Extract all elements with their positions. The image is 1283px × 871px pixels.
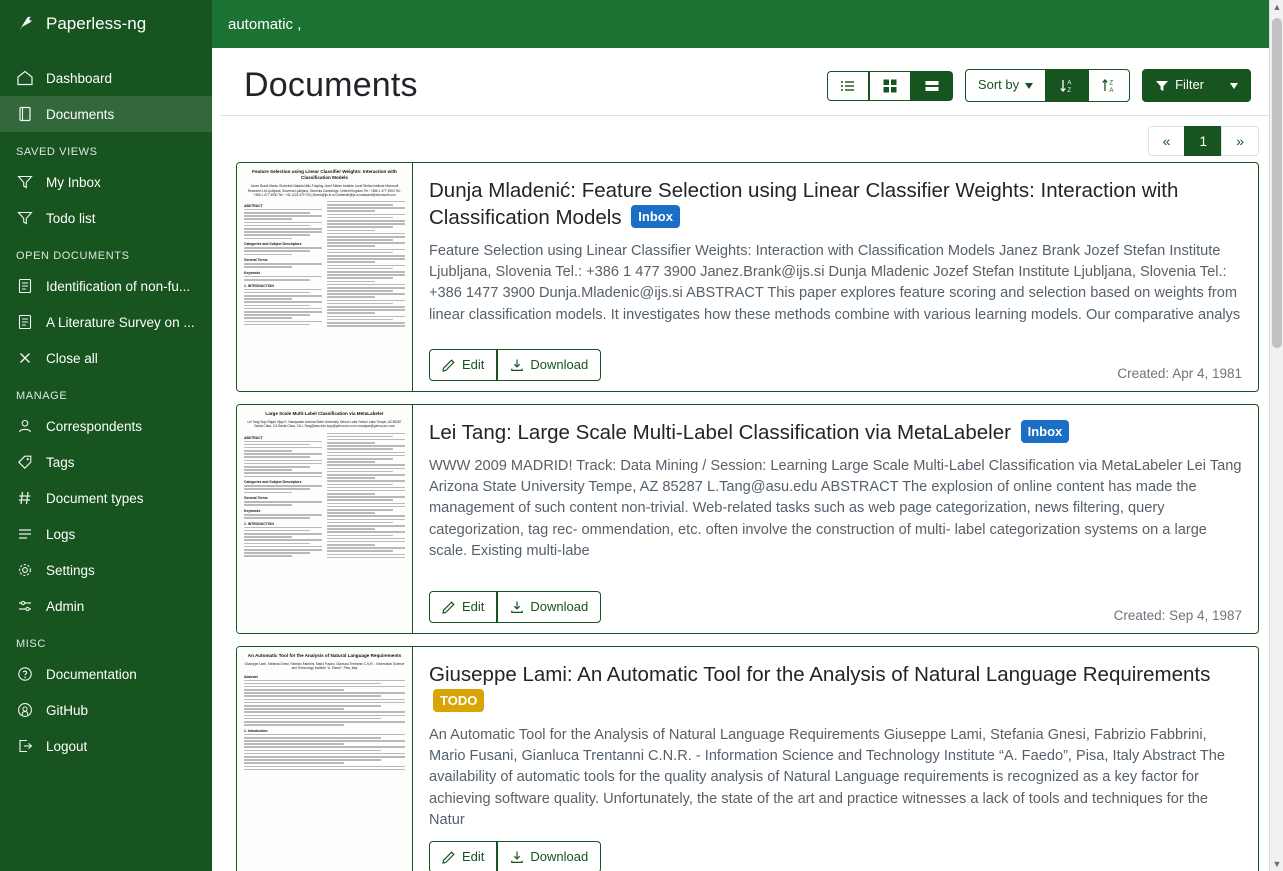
sidebar-item-logout[interactable]	[0, 728, 212, 764]
download-icon	[510, 600, 524, 614]
person-icon	[16, 417, 34, 435]
edit-button[interactable]	[429, 349, 497, 381]
pagination-next[interactable]: »	[1221, 126, 1259, 156]
grid-view-icon	[882, 78, 898, 94]
document-card[interactable]	[236, 404, 1259, 634]
pagination-prev[interactable]: «	[1148, 126, 1186, 156]
hash-icon	[16, 489, 34, 507]
scrollbar-thumb[interactable]	[1272, 18, 1282, 348]
sidebar-item-my-inbox[interactable]	[0, 164, 212, 200]
document-footer	[429, 339, 1242, 381]
svg-text:A: A	[1067, 80, 1072, 87]
view-mode-group	[827, 71, 953, 101]
sidebar-item-label: Documents	[46, 106, 115, 122]
sort-by-dropdown[interactable]	[965, 69, 1046, 101]
sidebar-nav	[0, 48, 212, 764]
thumbnail-section-label: ABSTRACT	[244, 435, 263, 440]
sidebar-item-label: Tags	[46, 454, 75, 470]
sidebar-item-label: Settings	[46, 562, 95, 578]
pagination	[1148, 126, 1259, 156]
download-label: Download	[530, 848, 589, 864]
sort-alpha-down-icon	[1059, 78, 1075, 94]
document-created-date: Created: Apr 4, 1981	[1117, 366, 1242, 381]
svg-text:Z: Z	[1067, 87, 1072, 94]
document-actions	[429, 841, 601, 871]
sidebar-item-open-document-2[interactable]	[0, 304, 212, 340]
document-footer	[429, 831, 1242, 871]
edit-label: Edit	[462, 598, 485, 614]
sidebar-item-close-all[interactable]	[0, 340, 212, 376]
sort-group	[965, 69, 1130, 101]
document-body	[413, 163, 1258, 391]
brand-label: Paperless-ng	[46, 14, 147, 33]
filter-button[interactable]	[1142, 69, 1217, 101]
list-icon	[16, 525, 34, 543]
sort-ascending-button[interactable]	[1046, 69, 1088, 101]
sidebar-item-label: My Inbox	[46, 174, 101, 190]
sidebar-item-document-types[interactable]	[0, 480, 212, 516]
document-card[interactable]	[236, 646, 1259, 871]
grid-view-button[interactable]	[869, 71, 911, 101]
tag-icon	[16, 453, 34, 471]
sidebar-item-label: Logs	[46, 526, 76, 542]
document-tag[interactable]: TODO	[433, 689, 484, 712]
scroll-down-arrow[interactable]: ▼	[1272, 859, 1282, 869]
sidebar-section-title: SAVED VIEWS	[16, 146, 98, 158]
top-search-bar[interactable]	[212, 0, 1283, 48]
sidebar-item-documents[interactable]	[0, 96, 212, 132]
dashboard-icon	[16, 69, 34, 87]
sidebar-item-admin[interactable]	[0, 588, 212, 624]
thumbnail-page	[237, 405, 412, 633]
sliders-icon	[16, 597, 34, 615]
pencil-icon	[442, 358, 456, 372]
download-label: Download	[530, 598, 589, 614]
sidebar-item-label: Todo list	[46, 210, 96, 226]
thumbnail-section-label: 1. INTRODUCTION	[244, 521, 274, 526]
thumbnail-authors: Lei Tang Suju Rajan Vijay K. Narayanan Arizona State University Yahoo! Labs Yahoo! Labs Tempe, AZ 85287 Santa Clara, CA Santa Clara, CA L.Tang@asu.edu suju@yahoo-inc.com vnarayan@yahoo-inc.com	[247, 420, 402, 429]
list-view-button[interactable]	[827, 71, 869, 101]
details-view-button[interactable]	[911, 71, 953, 101]
document-excerpt: WWW 2009 MADRID! Track: Data Mining / Session: Learning Large Scale Multi-Label Classification via MetaLabeler Lei Tang Arizona State University Tempe, AZ 85287 L.Tang@asu.edu ABSTRACT The explosion of online content has made the management of such content non-trivial. Web-related tasks such as web page categorization, news filtering, query categorization, tag rec- ommendation, etc. often involve the construction of multi- label categorization systems on a large scale. Existing multi-labe	[429, 458, 1242, 559]
download-button[interactable]	[497, 591, 601, 623]
document-thumbnail[interactable]	[237, 405, 413, 633]
scroll-up-arrow[interactable]: ▲	[1272, 2, 1282, 12]
funnel-icon	[16, 209, 34, 227]
edit-label: Edit	[462, 848, 485, 864]
file-text-icon	[16, 313, 34, 331]
sidebar-item-label: Correspondents	[46, 418, 143, 434]
sidebar-item-logs[interactable]	[0, 516, 212, 552]
details-view-icon	[924, 78, 940, 94]
thumbnail-section-label: General Terms	[244, 496, 268, 501]
paperless-logo-icon	[16, 14, 36, 34]
document-actions	[429, 349, 601, 381]
sort-alpha-up-icon	[1101, 78, 1117, 94]
sidebar-item-open-document-1[interactable]	[0, 268, 212, 304]
search-input[interactable]: automatic ,	[228, 15, 302, 33]
thumbnail-section-label: Keywords	[244, 508, 261, 513]
sidebar-item-dashboard[interactable]	[0, 60, 212, 96]
thumbnail-page	[237, 647, 412, 871]
thumbnail-title: An Automatic Tool for the Analysis of Natural Language Requirements	[247, 653, 402, 658]
sidebar-item-label: Close all	[46, 350, 98, 366]
sidebar-section-title: MANAGE	[16, 390, 68, 402]
sidebar-item-label: A Literature Survey on ...	[46, 314, 195, 330]
download-button[interactable]	[497, 841, 601, 871]
sidebar-item-github[interactable]	[0, 692, 212, 728]
documents-icon	[16, 105, 34, 123]
caret-down-icon	[1025, 83, 1033, 89]
document-card[interactable]	[236, 162, 1259, 392]
sidebar-item-label: Document types	[46, 490, 144, 506]
thumbnail-section-label: Abstract	[244, 674, 258, 679]
document-thumbnail[interactable]	[237, 163, 413, 391]
pencil-icon	[442, 600, 456, 614]
thumbnail-page	[237, 163, 412, 391]
svg-text:Z: Z	[1109, 80, 1114, 87]
thumbnail-section-label: General Terms	[244, 258, 268, 263]
download-icon	[510, 358, 524, 372]
question-circle-icon	[16, 665, 34, 683]
download-button[interactable]	[497, 349, 601, 381]
main-area	[212, 0, 1283, 871]
document-thumbnail[interactable]	[237, 647, 413, 871]
sort-by-label: Sort by	[977, 77, 1020, 93]
download-icon	[510, 850, 524, 864]
sidebar-item-settings[interactable]	[0, 552, 212, 588]
document-body	[413, 647, 1258, 871]
sidebar-section-title: OPEN DOCUMENTS	[16, 250, 130, 262]
document-created-date: Created: Sep 4, 1987	[1113, 608, 1242, 623]
document-title-text: Giuseppe Lami: An Automatic Tool for the Analysis of Natural Language Requirements	[429, 663, 1211, 686]
edit-label: Edit	[462, 356, 485, 372]
thumbnail-section-label: Keywords	[244, 270, 261, 275]
thumbnail-section-label: 1. INTRODUCTION	[244, 283, 274, 288]
page-header	[220, 48, 1275, 116]
window-scrollbar[interactable]	[1269, 0, 1283, 871]
sidebar-item-documentation[interactable]	[0, 656, 212, 692]
sidebar-item-label: Admin	[46, 598, 85, 614]
sidebar-item-correspondents[interactable]	[0, 408, 212, 444]
page-toolbar	[827, 69, 1251, 101]
sort-descending-button[interactable]	[1088, 69, 1130, 101]
document-tag[interactable]: Inbox	[1021, 420, 1070, 443]
document-excerpt: Feature Selection using Linear Classifier Weights: Interaction with Classification Models Janez Brank Jozef Stefan Institute Ljubljana, Slovenia Tel.: +386 1 477 3900 Janez.Brank@ijs.si Dunja Mladenic Jozef Stefan Institute Ljubljana, Slovenia Tel.: +386 1477 3900 Dunja.Mladenic@ijs.si ABSTRACT This paper explores feature scoring and selection based on weights from linear classification models. It investigates how these methods combine with various learning models. Our comparative analys	[429, 243, 1241, 323]
edit-button[interactable]	[429, 841, 497, 871]
svg-text:A: A	[1109, 87, 1114, 94]
brand[interactable]	[0, 0, 212, 48]
file-text-icon	[16, 277, 34, 295]
gear-icon	[16, 561, 34, 579]
funnel-icon	[16, 173, 34, 191]
filter-group	[1142, 69, 1251, 101]
thumbnail-section-label: 1. Introduction	[244, 728, 268, 733]
thumbnail-title: Feature Selection using Linear Classifier Weights: Interaction with Classification Models	[252, 169, 397, 181]
sidebar	[0, 0, 212, 871]
close-icon	[16, 349, 34, 367]
document-body	[413, 405, 1258, 633]
sidebar-section-title: MISC	[16, 638, 46, 650]
sidebar-item-label: Identification of non-fu...	[46, 278, 191, 294]
sidebar-item-label: Dashboard	[46, 70, 113, 86]
sidebar-item-label: GitHub	[46, 702, 89, 718]
document-footer	[429, 581, 1242, 623]
logout-icon	[16, 737, 34, 755]
pencil-icon	[442, 850, 456, 864]
filter-dropdown-toggle[interactable]	[1217, 69, 1251, 101]
document-title[interactable]	[429, 419, 1242, 446]
document-excerpt: An Automatic Tool for the Analysis of Natural Language Requirements Giuseppe Lami, Stefania Gnesi, Fabrizio Fabbrini, Mario Fusani, Gianluca Trentanni C.N.R. - Information Science and Technology Institute “A. Faedo”, Pisa, Italy Abstract The availability of automatic tools for the quality analysis of Natural Language requirements is recognized as a key factor for achieving software quality. Unfortunately, the state of the art and practice witnesses a lack of tools and techniques for the Natur	[429, 727, 1226, 828]
document-title[interactable]	[429, 661, 1242, 715]
thumbnail-authors: Giuseppe Lami, Stefania Gnesi, Fabrizio Fabbrini, Mario Fusani, Gianluca Trentanni C.N.R. - Information Science and Technology Institute “A. Faedo”, Pisa, Italy	[244, 662, 405, 671]
thumbnail-title: Large Scale Multi-Label Classification via MetaLabeler	[265, 411, 384, 416]
thumbnail-authors: Janez Brank Marko Grobelnik Nataša Milic-Frayling Jozef Stefan Institute Jozef Stefan Institute Microsoft Research Ltd Ljubljana, Slovenia Ljubljana, Slovenia Cambridge, United Kingdom Tel.: +386 1 477 3900 Tel.: +386 1 477 3900 Tel.: +44 1223 479 700 j.Brank@ijs.si m.Grobelnik@ijs.si natasamf@microsoft.com	[247, 184, 402, 197]
thumbnail-section-label: Categories and Subject Descriptors	[244, 242, 302, 247]
document-tag[interactable]: Inbox	[631, 205, 680, 228]
sidebar-item-todo-list[interactable]	[0, 200, 212, 236]
github-icon	[16, 701, 34, 719]
thumbnail-section-label: ABSTRACT	[244, 203, 263, 208]
caret-down-icon	[1230, 83, 1238, 89]
document-actions	[429, 591, 601, 623]
sidebar-item-tags[interactable]	[0, 444, 212, 480]
download-label: Download	[530, 356, 589, 372]
content-area	[212, 48, 1283, 871]
sidebar-item-label: Logout	[46, 738, 88, 754]
document-title-text: Lei Tang: Large Scale Multi-Label Classification via MetaLabeler	[429, 421, 1011, 444]
thumbnail-section-label: Categories and Subject Descriptors	[244, 480, 302, 485]
edit-button[interactable]	[429, 591, 497, 623]
pagination-bar	[212, 116, 1283, 162]
filter-label: Filter	[1175, 77, 1204, 93]
document-title-text: Dunja Mladenić: Feature Selection using Linear Classifier Weights: Interaction with Classification Models	[429, 179, 1179, 230]
document-title[interactable]	[429, 177, 1242, 231]
pagination-page-1[interactable]: 1	[1184, 126, 1222, 156]
list-view-icon	[840, 78, 856, 94]
document-list	[212, 162, 1283, 871]
page-title: Documents	[244, 66, 418, 104]
funnel-icon	[1155, 79, 1169, 93]
sidebar-item-label: Documentation	[46, 666, 137, 682]
